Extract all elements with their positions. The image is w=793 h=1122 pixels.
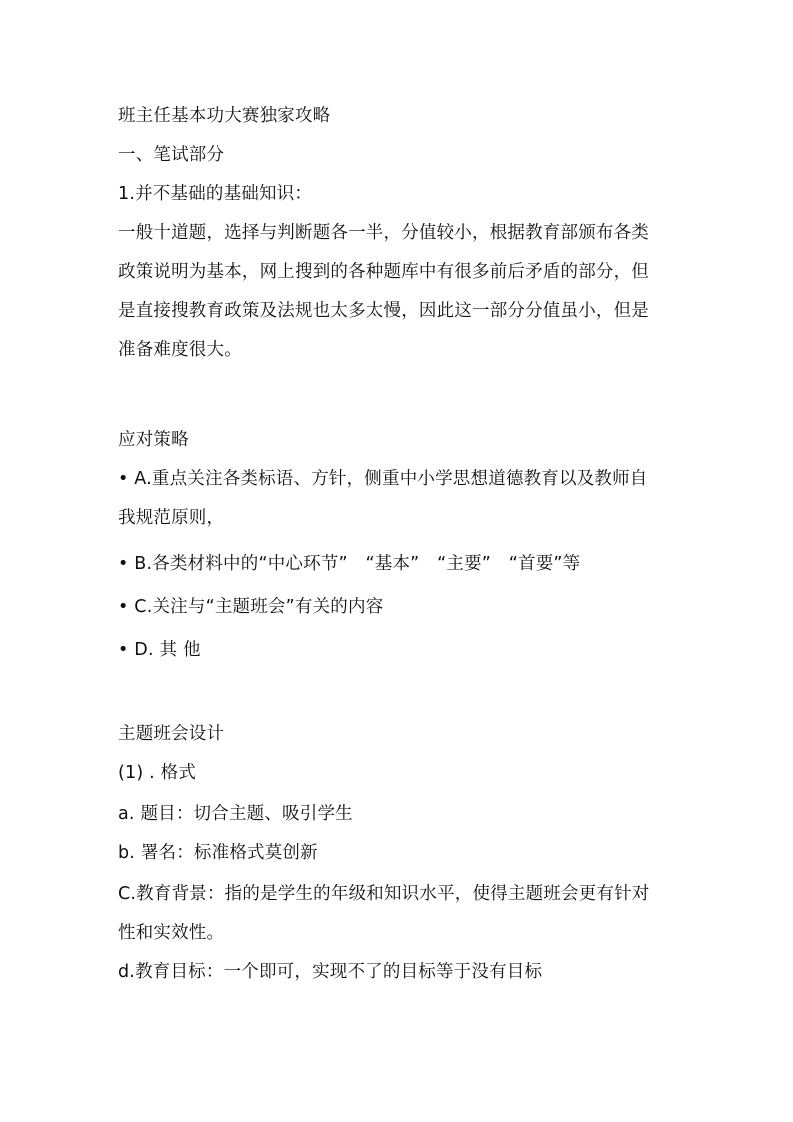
list-item: d.教育目标：一个即可，实现不了的目标等于没有目标 xyxy=(118,962,543,982)
paragraph-line: 一般十道题，选择与判断题各一半，分值较小，根据教育部颁布各类 xyxy=(118,223,649,243)
paragraph-line: 准备难度很大。 xyxy=(118,340,242,360)
list-item: C.教育背景：指的是学生的年级和知识水平，使得主题班会更有针对 xyxy=(118,884,650,904)
bullet-item: • A.重点关注各类标语、方针，侧重中小学思想道德教育以及教师自 xyxy=(118,469,648,489)
doc-title: 班主任基本功大赛独家攻略 xyxy=(118,106,331,126)
section-heading: 主题班会设计 xyxy=(118,724,225,744)
list-item: a. 题目：切合主题、吸引学生 xyxy=(118,804,353,824)
paragraph-line: 是直接搜教育政策及法规也太多太慢，因此这一部分分值虽小，但是 xyxy=(118,301,649,321)
list-item: b. 署名：标准格式莫创新 xyxy=(118,843,318,863)
subsection-heading: 1.并不基础的基础知识： xyxy=(118,184,313,204)
list-item-cont: 性和实效性。 xyxy=(118,923,225,943)
list-heading: (1) . 格式 xyxy=(118,763,197,783)
bullet-item: • D. 其 他 xyxy=(118,640,201,660)
bullet-item: • B.各类材料中的“中心环节” “基本” “主要” “首要”等 xyxy=(118,554,581,574)
bullet-item: • C.关注与“主题班会”有关的内容 xyxy=(118,597,384,617)
paragraph-line: 政策说明为基本，网上搜到的各种题库中有很多前后矛盾的部分，但 xyxy=(118,262,649,282)
strategy-heading: 应对策略 xyxy=(118,430,189,450)
section-heading: 一、笔试部分 xyxy=(118,145,225,165)
bullet-item-cont: 我规范原则， xyxy=(118,508,225,528)
